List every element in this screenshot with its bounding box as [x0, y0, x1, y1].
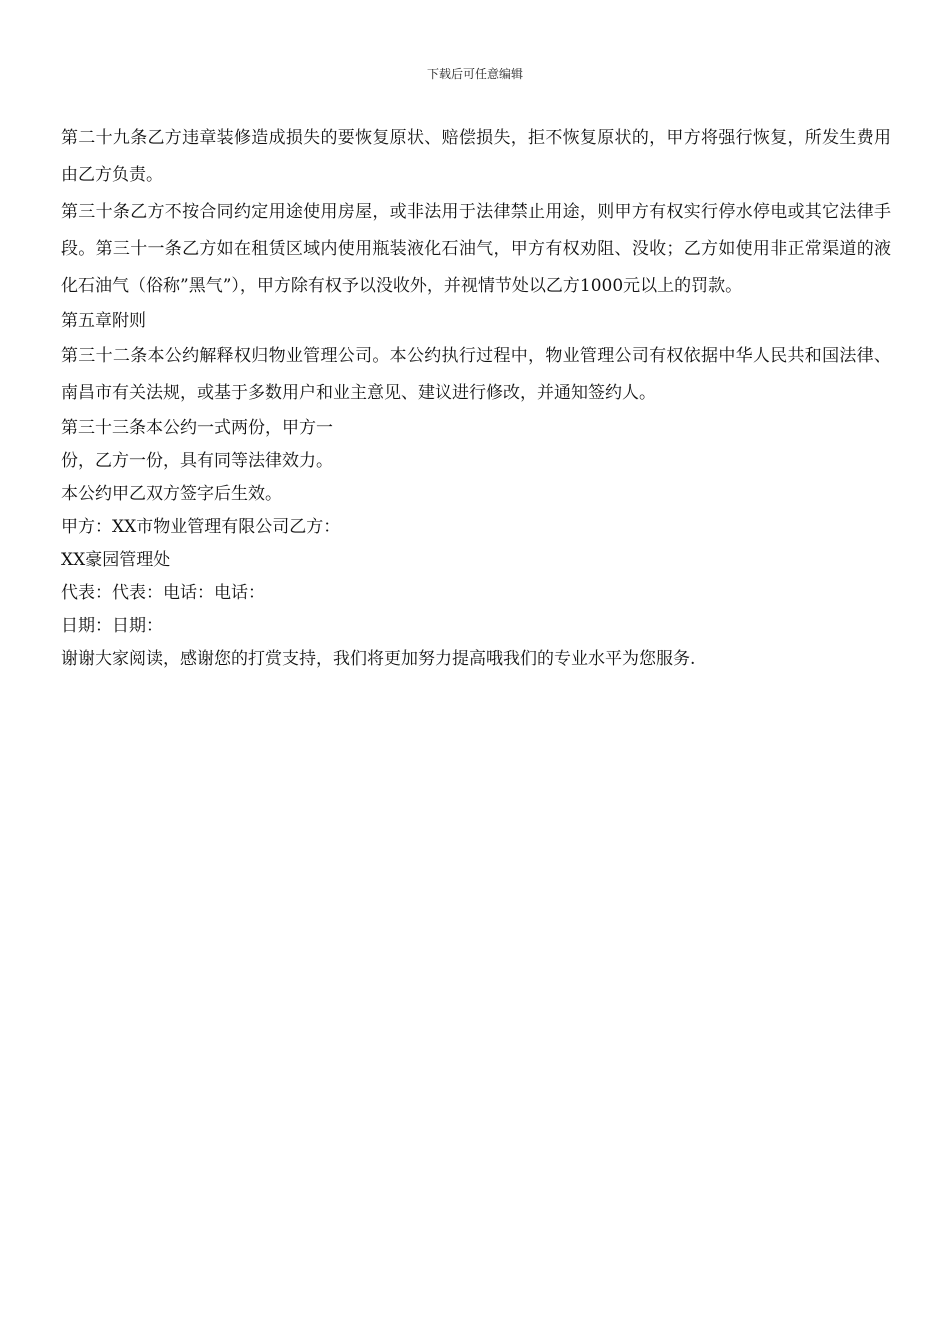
paragraph-article-29: 第二十九条乙方违章装修造成损失的要恢复原状、赔偿损失，拒不恢复原状的，甲方将强行恢复，所发生费用由乙方负责。: [61, 128, 891, 185]
party-b-line: XX豪园管理处: [61, 550, 171, 570]
paragraph-article-32: 第三十二条本公约解释权归物业管理公司。本公约执行过程中，物业管理公司有权依据中华人民共和国法律、南昌市有关法规，或基于多数用户和业主意见、建议进行修改，并通知签约人。: [61, 346, 891, 403]
paragraph-article-33-cont: 份，乙方一份，具有同等法律效力。: [61, 451, 333, 471]
paragraph-article-30-31: 第三十条乙方不按合同约定用途使用房屋，或非法用于法律禁止用途，则甲方有权实行停水停电或其它法律手段。第三十一条乙方如在租赁区域内使用瓶装液化石油气，甲方有权劝阻、没收；乙方如使用非正常渠道的液化石油气（俗称”黑气”），甲方除有权予以没收外，并视情节处以乙方1000元以上的罚款。: [61, 202, 891, 296]
paragraph-effective: 本公约甲乙双方签字后生效。: [61, 484, 282, 504]
page-header: 下载后可任意编辑: [426, 67, 523, 81]
chapter-heading: 第五章附则: [61, 311, 146, 331]
party-a-line: 甲方：XX市物业管理有限公司乙方：: [61, 517, 341, 537]
representative-line: 代表：代表：电话：电话：: [61, 583, 265, 603]
date-line: 日期：日期：: [61, 616, 163, 636]
document-body: [61, 120, 891, 676]
paragraph-article-33: 第三十三条本公约一式两份，甲方一: [61, 418, 333, 438]
thanks-line: 谢谢大家阅读，感谢您的打赏支持，我们将更加努力提高哦我们的专业水平为您服务.: [61, 649, 696, 669]
